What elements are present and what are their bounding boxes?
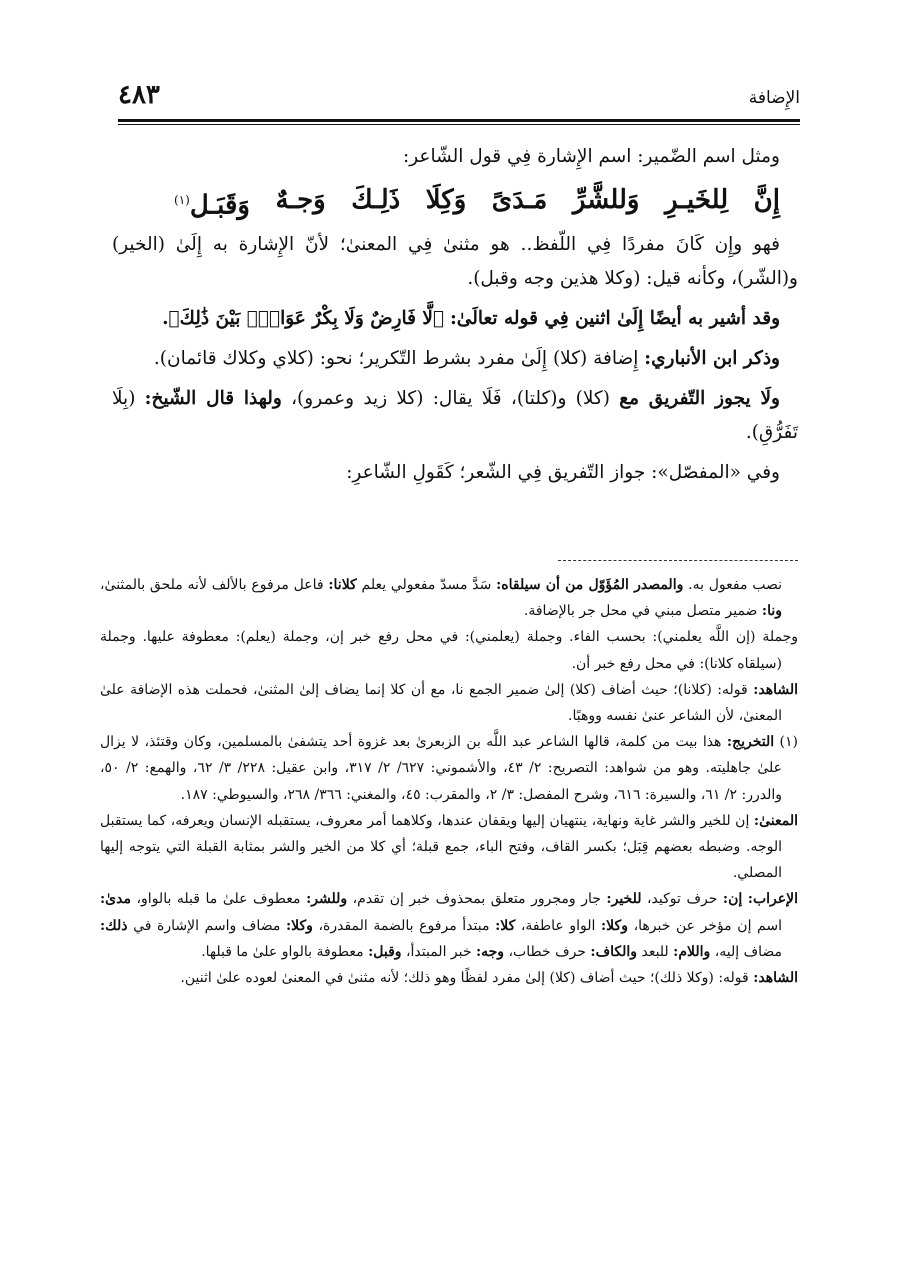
running-header — [118, 78, 800, 116]
paragraph-4-lead: ولَا يجوز التّفريق مع — [619, 387, 780, 409]
note-continuation: نصب مفعول به. والمصدر المُؤَوّل من أن سيلقاه: سَدَّ مسدّ مفعولي يعلم كلانا: فاعل مرفوع بالألف لأنه ملحق بالمثنىٰ، ونا: ضمير متصل مبني في محل جر بالإضافة. — [100, 577, 783, 620]
footnotes — [100, 572, 798, 991]
paragraph-4: ولَا يجوز التّفريق مع (كلا) و(كلتا)، فَلَا يقال: (كلا زيد وعمرو)، ولهذا قال الشّيخ: (بِلَا تَفَرُّقِ). — [112, 387, 798, 443]
verse-word: وَجـهٌ — [275, 185, 326, 215]
verse-word: ذَلِـكَ — [351, 185, 401, 215]
footnote-1: (١) التخريج: هذا بيت من كلمة، قالها الشاعر عبد اللَّه بن الزبعرىٰ بعد غزوة أحد يتشفىٰ بالمسلمين، وكان وقتئذ، لا يزال علىٰ جاهليته. وهو من شواهد: التصريح: ٢/ ٤٣، والأشموني: ٦٢٧/ ٢/ ٣١٧، وابن عقيل: ٢٢٨/ ٣/ ٦٢، والهمع: ٢/ ٥٠، والدرر: ٢/ ٦١، والسيرة: ٦١٦، وشرح المفصل: ٣/ ٢، والمقرب: ٤٥، والمغني: ٣٦٦/ ٢٦٨، والسيوطي: ١٨٧. — [100, 734, 799, 803]
paragraph-5: وفي «المفصّل»: جواز التّفريق فِي الشّعر؛ كَقَولِ الشّاعرِ: — [346, 461, 780, 483]
chapter-title: الإِضافة — [748, 88, 800, 108]
verse-word: وَكِلَا — [425, 185, 467, 215]
footnote-ref[interactable]: (١) — [174, 193, 190, 207]
paragraph-3: وذكر ابن الأنباري: إِضافة (كلا) إِلَىٰ مفرد بشرط التّكرير؛ نحو: (كلاي وكلاك قائمان). — [153, 347, 780, 369]
note-shahid-2: الشاهد: قوله: (وكلا ذلك)؛ حيث أضاف (كلا) إلىٰ مفرد لفظًا وهو ذلك؛ لأنه مثنىٰ في المعنىٰ لعوده علىٰ اثنين. — [180, 970, 798, 987]
note-shahid-1: الشاهد: قوله: (كلانا)؛ حيث أضاف (كلا) إلىٰ ضمير الجمع نا، مع أن كلا إنما يضاف إلىٰ المثنىٰ، فحملت هذه الإضافة علىٰ المعنىٰ، لأن الشاعر عنىٰ نفسه ووهبًا. — [100, 681, 798, 725]
note-meaning: المعنىٰ: إن للخير والشر غاية ونهاية، ينتهيان إليها ويقفان عندها، وكلاهما أمر معروف، يستقبله الإنسان ويعرفه، كما يستقبل الوجه. وضبطه بعضهم قِبَل؛ بكسر القاف، وفتح الباء، جمع قبلة؛ أي كلا من الخير والشر بمثابة القبلة التي يتوجه إليها المصلي. — [100, 812, 798, 882]
paragraph-1: فهو وإِن كَانَ مفردًا فِي اللّفظ.. هو مثنىٰ فِي المعنىٰ؛ لأنّ الإِشارة به إِلَىٰ (الخير) و(الشّر)، وكأنه قيل: (وكلا هذين وجه وقبل). — [112, 233, 798, 289]
verse-word: وَللشَّرِّ — [572, 185, 640, 215]
note-jumla: وجملة (إن اللَّه يعلمني): بحسب الفاء. وجملة (يعلمني): في محل رفع خبر إن، وجملة (يعلم): معطوفة عليها. وجملة (سيلقاه كلانا): في محل رفع خبر أن. — [100, 629, 798, 672]
paragraph-2 — [112, 302, 798, 336]
paragraph-3-lead: وذكر ابن الأنباري: — [644, 347, 780, 369]
header-rule — [118, 119, 800, 125]
note-irab: الإعراب: إن: حرف توكيد، للخير: جار ومجرور متعلق بمحذوف خبر إن تقدم، وللشر: معطوف علىٰ ما قبله بالواو، مدىٰ: اسم إن مؤخر عن خبرها، وكلا: الواو عاطفة، كلا: مبتدأ مرفوع بالضمة المقدرة، وكلا: مضاف واسم الإشارة في ذلك: مضاف إليه، واللام: للبعد والكاف: حرف خطاب، وجه: خبر المبتدأ، وقبل: معطوفة بالواو علىٰ ما قبلها. — [100, 891, 798, 960]
main-text — [112, 140, 798, 490]
paragraph-intro: ومثل اسم الضّمير: اسم الإِشارة فِي قول الشّاعر: — [402, 146, 780, 167]
footnote-separator — [558, 560, 798, 561]
poem-verse — [112, 174, 798, 228]
paragraph-2-lead: وقد أشير به أيضًا إِلَىٰ اثنين فِي قوله تعالَىٰ: — [449, 307, 780, 329]
verse-word: لِلخَيـرِ — [665, 185, 729, 215]
footnote-1-number: (١) — [779, 734, 799, 751]
verse-word: مَـدَىً — [491, 185, 548, 215]
verse-last-word: وَقَبَـل$^{(١)}$ — [174, 190, 250, 221]
quran-quote: ﴿لَّا فَارِضٌ وَلَا بِكْرٌ عَوَانٌۢ بَيْنَ ذَٰلِكَ﴾. — [162, 307, 445, 329]
verse-word: إِنَّ — [753, 185, 780, 215]
page-number: ٤٨٣ — [118, 80, 160, 110]
